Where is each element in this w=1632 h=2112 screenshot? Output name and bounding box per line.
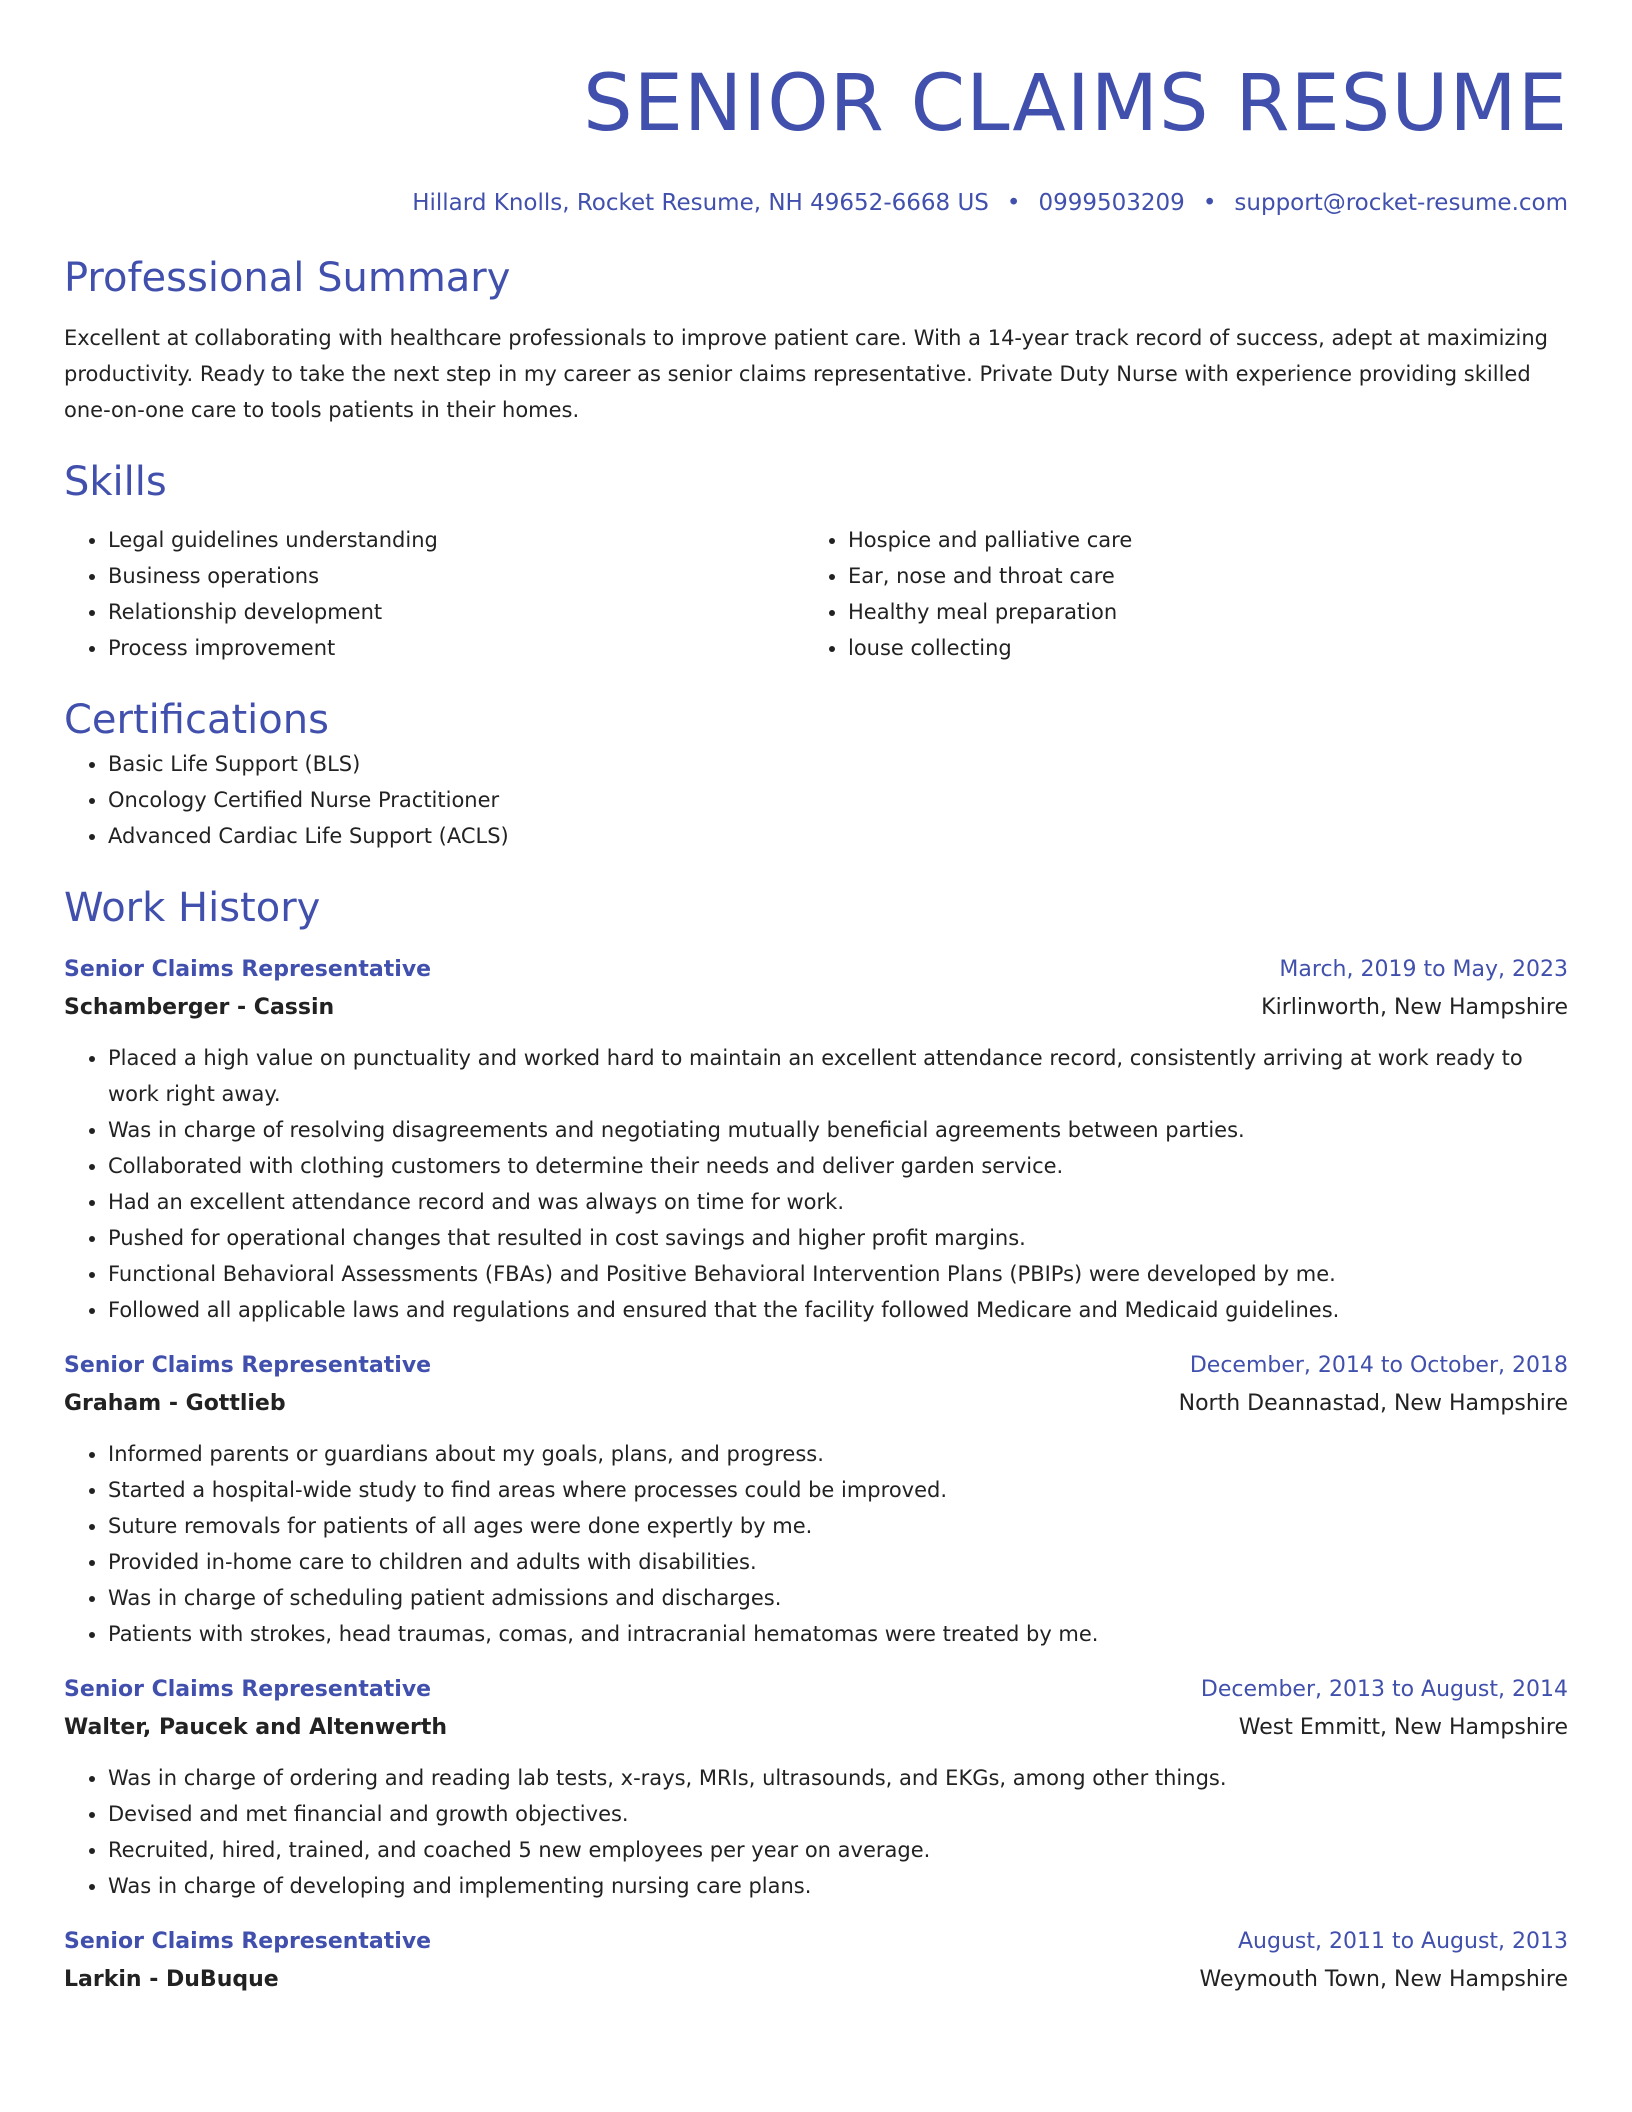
job-entry bbox=[64, 952, 1568, 1328]
job-title: Senior Claims Representative bbox=[64, 957, 432, 982]
job-duty-item: • Was in charge of developing and implementing nursing care plans. bbox=[108, 1868, 1568, 1904]
job-duties-list bbox=[64, 1436, 1568, 1652]
job-duty-item: • Followed all applicable laws and regulations and ensured that the facility followed Medicare and Medicaid guidelines. bbox=[108, 1292, 1568, 1328]
job-duty-item: • Devised and met financial and growth objectives. bbox=[108, 1796, 1568, 1832]
job-dates: December, 2014 to October, 2018 bbox=[1189, 1353, 1568, 1378]
certification-item: • Basic Life Support (BLS) bbox=[108, 746, 1568, 782]
job-title: Senior Claims Representative bbox=[64, 1677, 432, 1702]
job-duties-list bbox=[64, 1040, 1568, 1328]
skill-item: • Ear, nose and throat care bbox=[848, 558, 1568, 594]
skill-item: • Hospice and palliative care bbox=[848, 522, 1568, 558]
employer-name: Schamberger - Cassin bbox=[64, 995, 335, 1020]
job-duty-item: • Recruited, hired, trained, and coached 5 new employees per year on average. bbox=[108, 1832, 1568, 1868]
job-entry bbox=[64, 1924, 1568, 2000]
separator-dot: • bbox=[1006, 190, 1021, 216]
skill-item: • Process improvement bbox=[108, 630, 804, 666]
job-duty-item: • Pushed for operational changes that resulted in cost savings and higher profit margins. bbox=[108, 1220, 1568, 1256]
summary-heading: Professional Summary bbox=[64, 255, 511, 301]
employer-name: Walter, Paucek and Altenwerth bbox=[64, 1715, 448, 1740]
job-entry bbox=[64, 1672, 1568, 1904]
certification-item: • Advanced Cardiac Life Support (ACLS) bbox=[108, 818, 1568, 854]
job-duty-item: • Started a hospital-wide study to find areas where processes could be improved. bbox=[108, 1472, 1568, 1508]
job-duty-item: • Placed a high value on punctuality and worked hard to maintain an excellent attendance record, consistently arriving at work ready to work right away. bbox=[108, 1040, 1568, 1112]
contact-line bbox=[64, 188, 1568, 218]
certification-item: • Oncology Certified Nurse Practitioner bbox=[108, 782, 1568, 818]
skills-grid bbox=[64, 522, 1568, 666]
skill-item: • louse collecting bbox=[848, 630, 1568, 666]
job-duty-item: • Was in charge of scheduling patient admissions and discharges. bbox=[108, 1580, 1568, 1616]
skill-item: • Healthy meal preparation bbox=[848, 594, 1568, 630]
job-title-row bbox=[64, 952, 1568, 988]
job-duty-item: • Suture removals for patients of all ages were done expertly by me. bbox=[108, 1508, 1568, 1544]
separator-dot: • bbox=[1202, 190, 1217, 216]
job-location: Weymouth Town, New Hampshire bbox=[1199, 1967, 1568, 1992]
employer-name: Graham - Gottlieb bbox=[64, 1391, 286, 1416]
job-duty-item: • Provided in-home care to children and adults with disabilities. bbox=[108, 1544, 1568, 1580]
job-duties-list bbox=[64, 1760, 1568, 1904]
skill-item: • Legal guidelines understanding bbox=[108, 522, 804, 558]
job-duty-item: • Patients with strokes, head traumas, comas, and intracranial hematomas were treated by me. bbox=[108, 1616, 1568, 1652]
job-duty-item: • Informed parents or guardians about my goals, plans, and progress. bbox=[108, 1436, 1568, 1472]
job-dates: December, 2013 to August, 2014 bbox=[1200, 1677, 1568, 1702]
email-link[interactable]: support@rocket-resume.com bbox=[1234, 190, 1568, 216]
certifications-list bbox=[64, 746, 1568, 854]
address-text: Hillard Knolls, Rocket Resume, NH 49652-6668 US bbox=[412, 190, 989, 216]
job-duty-item: • Was in charge of ordering and reading lab tests, x-rays, MRIs, ultrasounds, and EKGs, among other things. bbox=[108, 1760, 1568, 1796]
job-title: Senior Claims Representative bbox=[64, 1353, 432, 1378]
job-title: Senior Claims Representative bbox=[64, 1929, 432, 1954]
job-dates: August, 2011 to August, 2013 bbox=[1238, 1929, 1568, 1954]
job-employer-row bbox=[64, 1708, 1568, 1748]
phone-text: 0999503209 bbox=[1038, 190, 1185, 216]
skill-item: • Relationship development bbox=[108, 594, 804, 630]
page-title: SENIOR CLAIMS RESUME bbox=[583, 59, 1568, 149]
job-employer-row bbox=[64, 1960, 1568, 2000]
job-title-row bbox=[64, 1924, 1568, 1960]
job-location: North Deannastad, New Hampshire bbox=[1178, 1391, 1568, 1416]
certifications-heading: Certifications bbox=[64, 697, 329, 743]
job-location: West Emmitt, New Hampshire bbox=[1238, 1715, 1568, 1740]
job-title-row bbox=[64, 1672, 1568, 1708]
skill-item: • Business operations bbox=[108, 558, 804, 594]
job-title-row bbox=[64, 1348, 1568, 1384]
work-history-list bbox=[64, 952, 1568, 2000]
skills-heading: Skills bbox=[64, 459, 167, 505]
job-duty-item: • Had an excellent attendance record and was always on time for work. bbox=[108, 1184, 1568, 1220]
employer-name: Larkin - DuBuque bbox=[64, 1967, 279, 1992]
skills-list-right bbox=[804, 522, 1568, 666]
resume-header bbox=[64, 56, 1568, 218]
work-history-heading: Work History bbox=[64, 885, 321, 931]
job-employer-row bbox=[64, 988, 1568, 1028]
summary-text: Excellent at collaborating with healthcare professionals to improve patient care. With a 14-year track record of success, adept at maximizing productivity. Ready to take the next step in my career as senior claims representative. Private Duty Nurse with experience providing skilled one-on-one care to tools patients in their homes. bbox=[64, 326, 1548, 422]
job-duty-item: • Was in charge of resolving disagreements and negotiating mutually beneficial agreements between parties. bbox=[108, 1112, 1568, 1148]
job-location: Kirlinworth, New Hampshire bbox=[1261, 995, 1568, 1020]
job-dates: March, 2019 to May, 2023 bbox=[1279, 957, 1568, 982]
job-employer-row bbox=[64, 1384, 1568, 1424]
job-duty-item: • Collaborated with clothing customers to determine their needs and deliver garden service. bbox=[108, 1148, 1568, 1184]
skills-list-left bbox=[64, 522, 804, 666]
job-entry bbox=[64, 1348, 1568, 1652]
job-duty-item: • Functional Behavioral Assessments (FBAs) and Positive Behavioral Intervention Plans (PBIPs) were developed by me. bbox=[108, 1256, 1568, 1292]
